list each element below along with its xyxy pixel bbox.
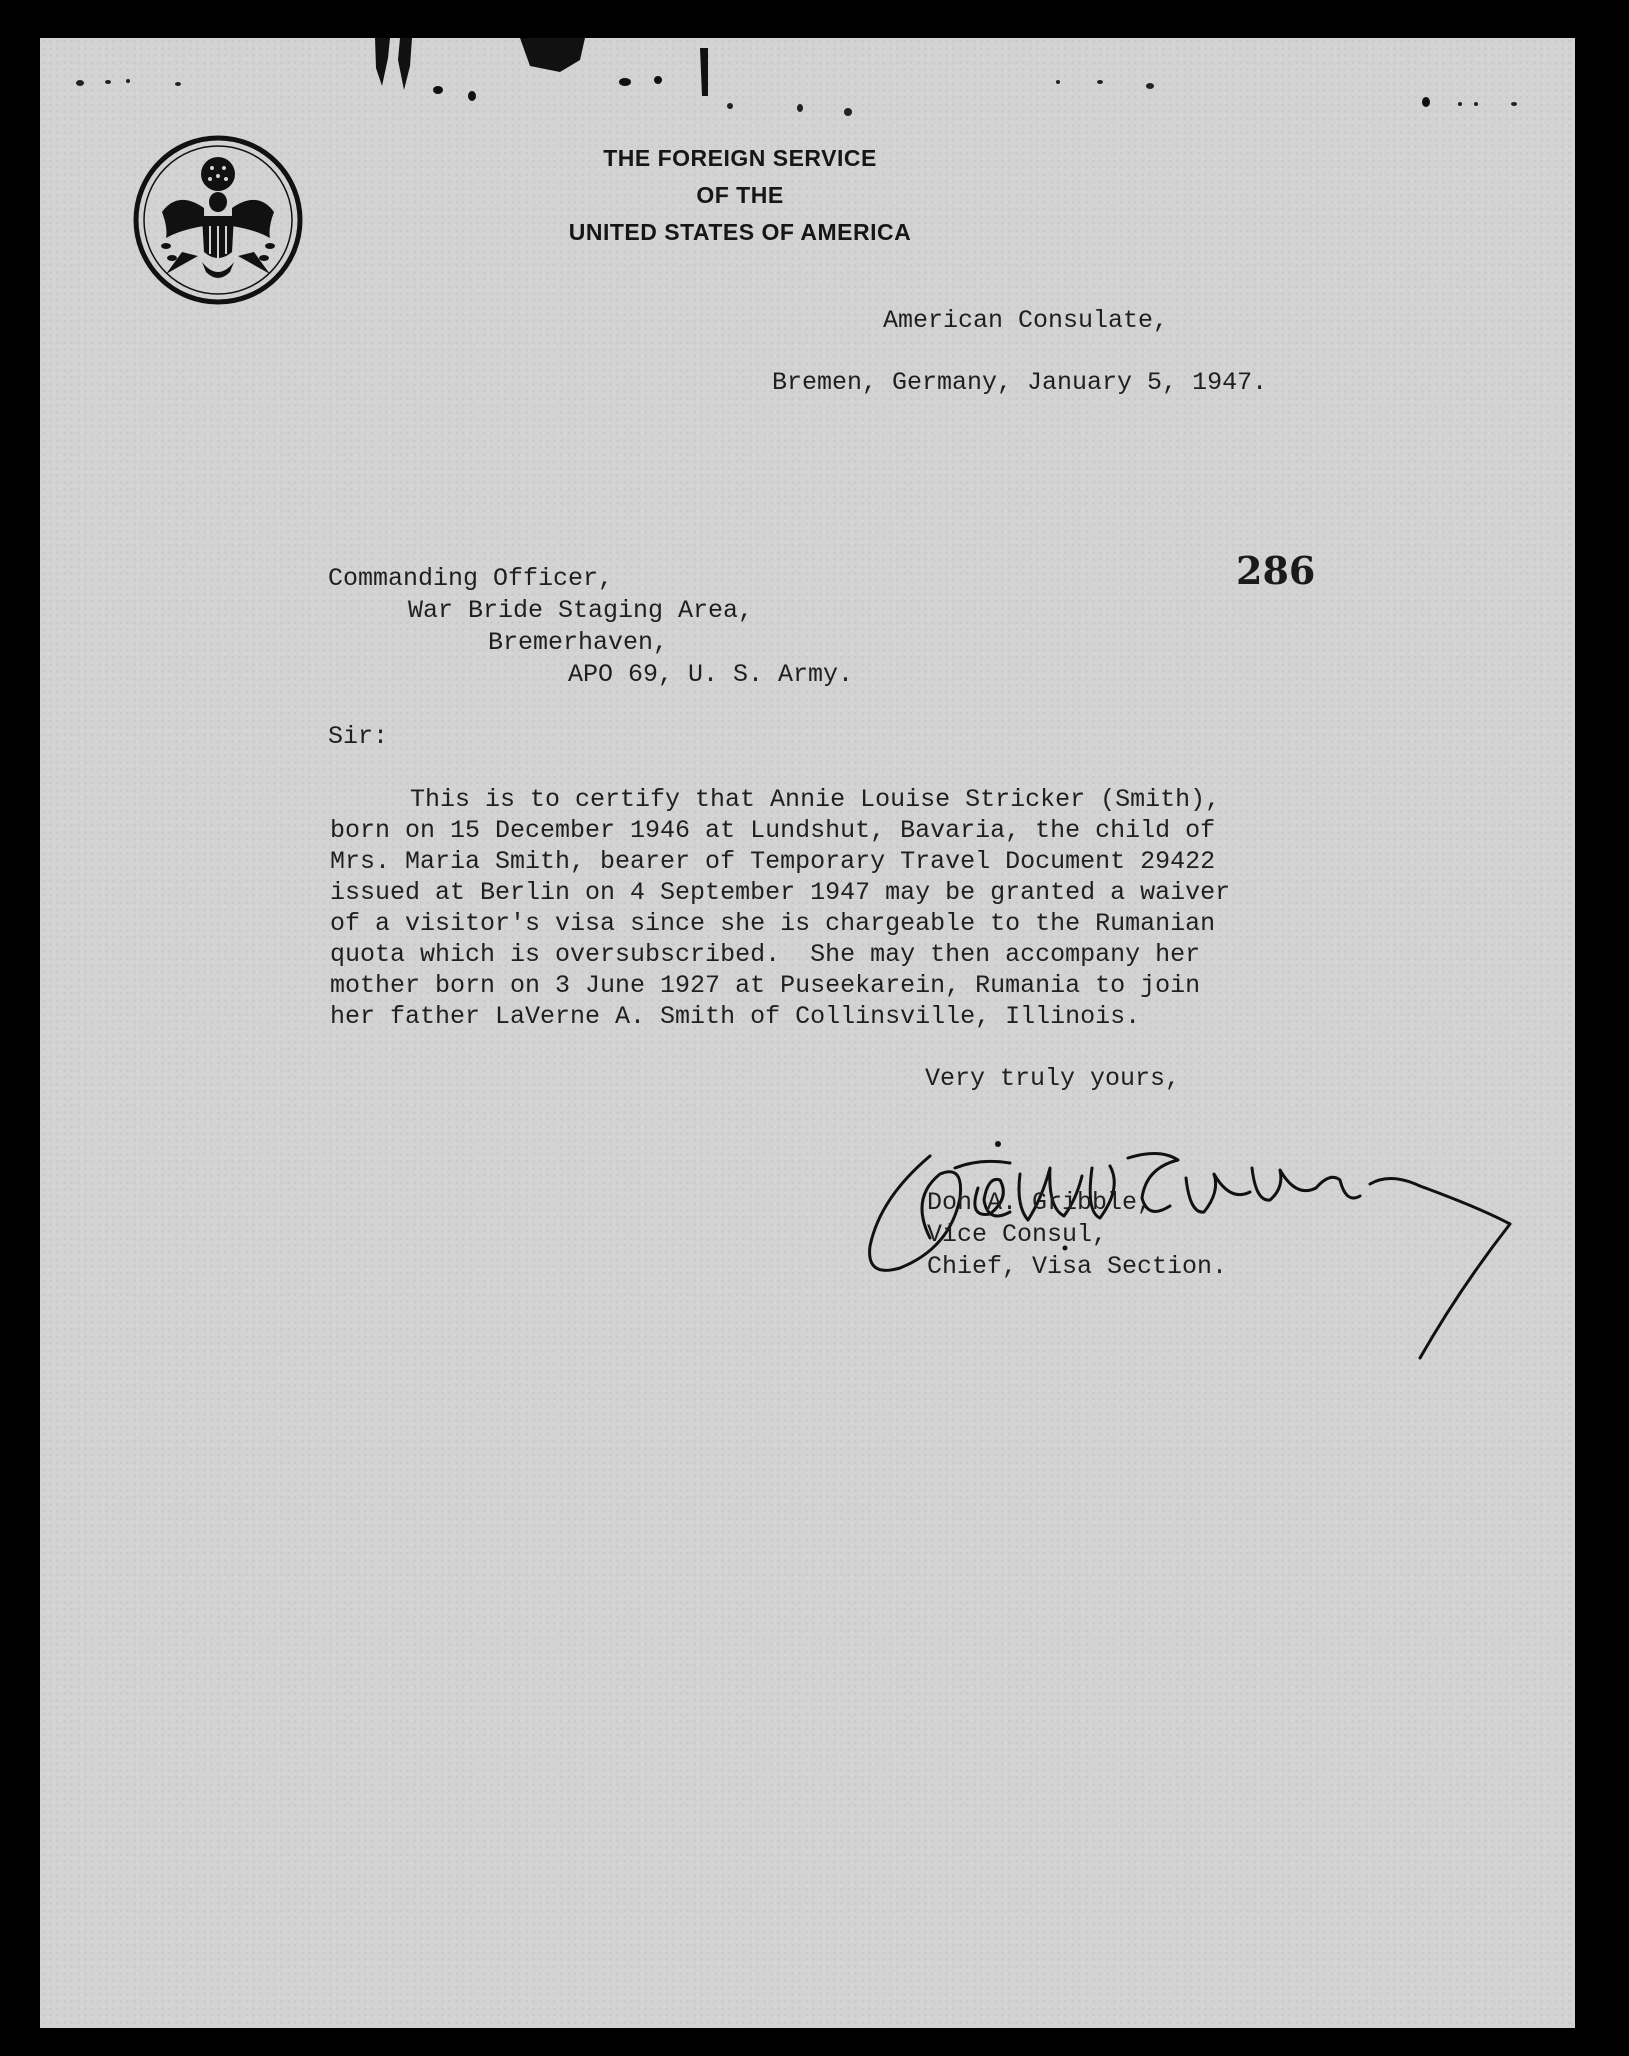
closing: Very truly yours, [925, 1064, 1181, 1093]
salutation: Sir: [328, 722, 389, 751]
place-and-date: Bremen, Germany, January 5, 1947. [772, 368, 1268, 397]
recipient-line-4: APO 69, U. S. Army. [568, 660, 854, 689]
letter-page [40, 38, 1575, 2028]
letterhead [440, 140, 1040, 251]
recipient-line-2: War Bride Staging Area, [408, 596, 754, 625]
recipient-line-1: Commanding Officer, [328, 564, 614, 593]
consulate-office: American Consulate, [883, 306, 1169, 335]
recipient-line-3: Bremerhaven, [488, 628, 669, 657]
body-line: of a visitor's visa since she is chargeable to the Rumanian [330, 909, 1216, 938]
great-seal-eagle-icon [132, 134, 304, 306]
body-line: born on 15 December 1946 at Lundshut, Bavaria, the child of [330, 816, 1216, 845]
document-number: 286 [1236, 548, 1316, 593]
signer-title-chief: Chief, Visa Section. [927, 1252, 1228, 1281]
body-line: issued at Berlin on 4 September 1947 may be granted a waiver [330, 878, 1231, 907]
signer-name: Don A. Gribble, [927, 1188, 1153, 1217]
body-line: Mrs. Maria Smith, bearer of Temporary Travel Document 29422 [330, 847, 1216, 876]
body-line: mother born on 3 June 1927 at Puseekarein, Rumania to join [330, 971, 1201, 1000]
body-line: This is to certify that Annie Louise Stricker (Smith), [410, 785, 1221, 814]
letterhead-line-2: OF THE [696, 182, 784, 208]
letterhead-line-3: UNITED STATES OF AMERICA [568, 219, 912, 245]
body-line: her father LaVerne A. Smith of Collinsville, Illinois. [330, 1002, 1141, 1031]
signer-title-vice-consul: Vice Consul, [927, 1220, 1108, 1249]
letterhead-line-1: THE FOREIGN SERVICE [603, 145, 877, 171]
body-line: quota which is oversubscribed. She may then accompany her [330, 940, 1201, 969]
